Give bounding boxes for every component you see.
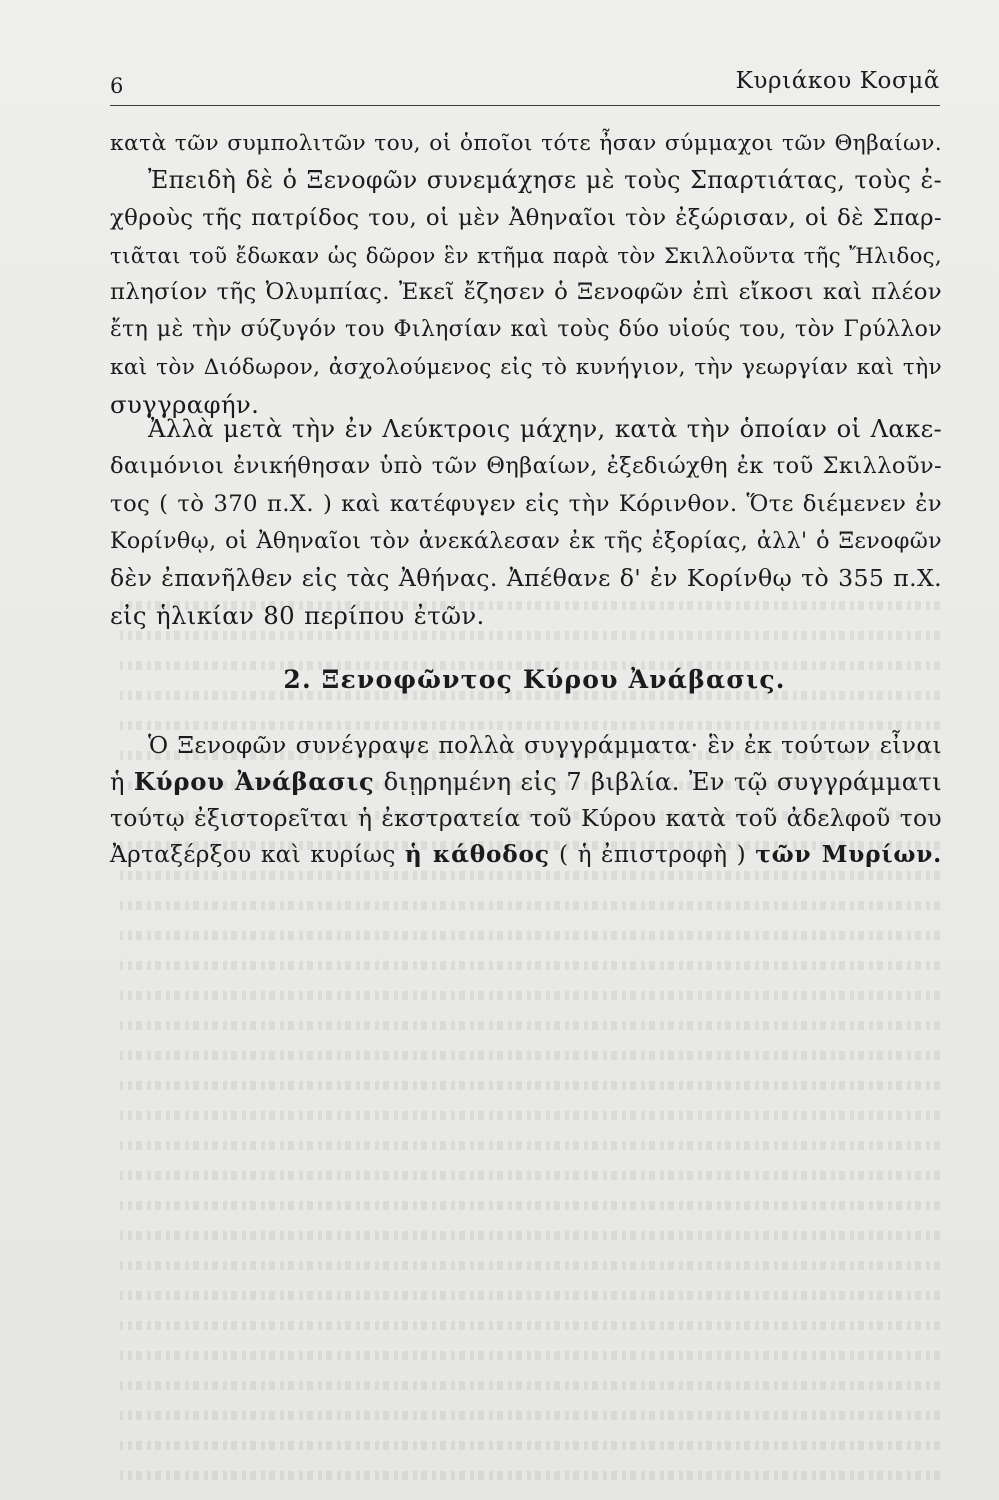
paragraph-2 (110, 411, 942, 635)
bleed-through-texture (120, 590, 940, 1490)
page-number: 6 (110, 74, 124, 98)
text-span: ἡ (110, 767, 134, 796)
page-header (110, 62, 940, 102)
text-span: διῃρημένη εἰς 7 βιβλία. Ἐν τῷ συγγράμματι (374, 767, 942, 796)
text-line: εἰς ἡλικίαν 80 περίπου ἐτῶν. (110, 601, 485, 631)
text-line: ἔτη μὲ τὴν σύζυγόν του Φιλησίαν καὶ τοὺς δύο υἱούς του, τὸν Γρύλλον (110, 317, 942, 343)
text-line: δαιμόνιοι ἐνικήθησαν ὑπὸ τῶν Θηβαίων, ἐξεδιώχθη ἐκ τοῦ Σκιλλοῦν- (110, 453, 942, 480)
paragraph-1 (110, 125, 942, 423)
text-line: καὶ τὸν Διόδωρον, ἀσχολούμενος εἰς τὸ κυνήγιον, τὴν γεωργίαν καὶ τὴν (110, 354, 942, 380)
text-line: τος ( τὸ 370 π.Χ. ) καὶ κατέφυγεν εἰς τὴν Κόρινθον. Ὅτε διέμενεν ἐν (110, 490, 942, 517)
text-line: τιᾶται τοῦ ἔδωκαν ὡς δῶρον ἓν κτῆμα παρὰ τὸν Σκιλλοῦντα τῆς Ἤλιδος, (110, 242, 942, 268)
header-rule (110, 105, 940, 106)
section-heading: 2. Ξενοφῶντος Κύρου Ἀνάβασις. (283, 665, 786, 694)
text-line: πλησίον τῆς Ὀλυμπίας. Ἐκεῖ ἔζησεν ὁ Ξενοφῶν ἐπὶ εἴκοσι καὶ πλέον (110, 279, 942, 306)
text-line (110, 837, 942, 874)
text-line: χθροὺς τῆς πατρίδος του, οἱ μὲν Ἀθηναῖοι τὸν ἐξώρισαν, οἱ δὲ Σπαρ- (110, 204, 942, 231)
text-line: κατὰ τῶν συμπολιτῶν του, οἱ ὁποῖοι τότε ἦσαν σύμμαχοι τῶν Θηβαίων. (110, 131, 942, 156)
text-span: Ἀρταξέρξου καὶ κυρίως (110, 840, 405, 868)
text-line: Ἀλλὰ μετὰ τὴν ἐν Λεύκτροις μάχην, κατὰ τὴν ὁποίαν οἱ Λακε- (148, 415, 942, 443)
paragraph-3 (110, 727, 942, 873)
text-span: ( ἡ ἐπιστροφὴ ) (549, 840, 756, 868)
text-line: Κορίνθῳ, οἱ Ἀθηναῖοι τὸν ἀνεκάλεσαν ἐκ τῆς ἐξορίας, ἀλλ' ὁ Ξενοφῶν (110, 527, 942, 554)
bold-title: Κύρου Ἀνάβασις (133, 766, 375, 796)
text-line: Ἐπειδὴ δὲ ὁ Ξενοφῶν συνεμάχησε μὲ τοὺς Σπαρτιάτας, τοὺς ἐ- (148, 166, 942, 195)
running-head: Κυριάκου Κοσμᾶ (735, 68, 940, 94)
text-line (110, 764, 942, 801)
text-line: δὲν ἐπανῆλθεν εἰς τὰς Ἀθήνας. Ἀπέθανε δ' ἐν Κορίνθῳ τὸ 355 π.Χ. (110, 564, 942, 593)
text-line: Ὁ Ξενοφῶν συνέγραψε πολλὰ συγγράμματα· ἓν ἐκ τούτων εἶναι (148, 731, 942, 759)
bold-phrase: ἡ κάθοδος (404, 840, 550, 868)
text-line: τούτῳ ἐξιστορεῖται ἡ ἐκστρατεία τοῦ Κύρου κατὰ τοῦ ἀδελφοῦ του (110, 804, 942, 833)
text-line: συγγραφήν. (110, 390, 260, 420)
bold-phrase: τῶν Μυρίων. (755, 840, 942, 868)
